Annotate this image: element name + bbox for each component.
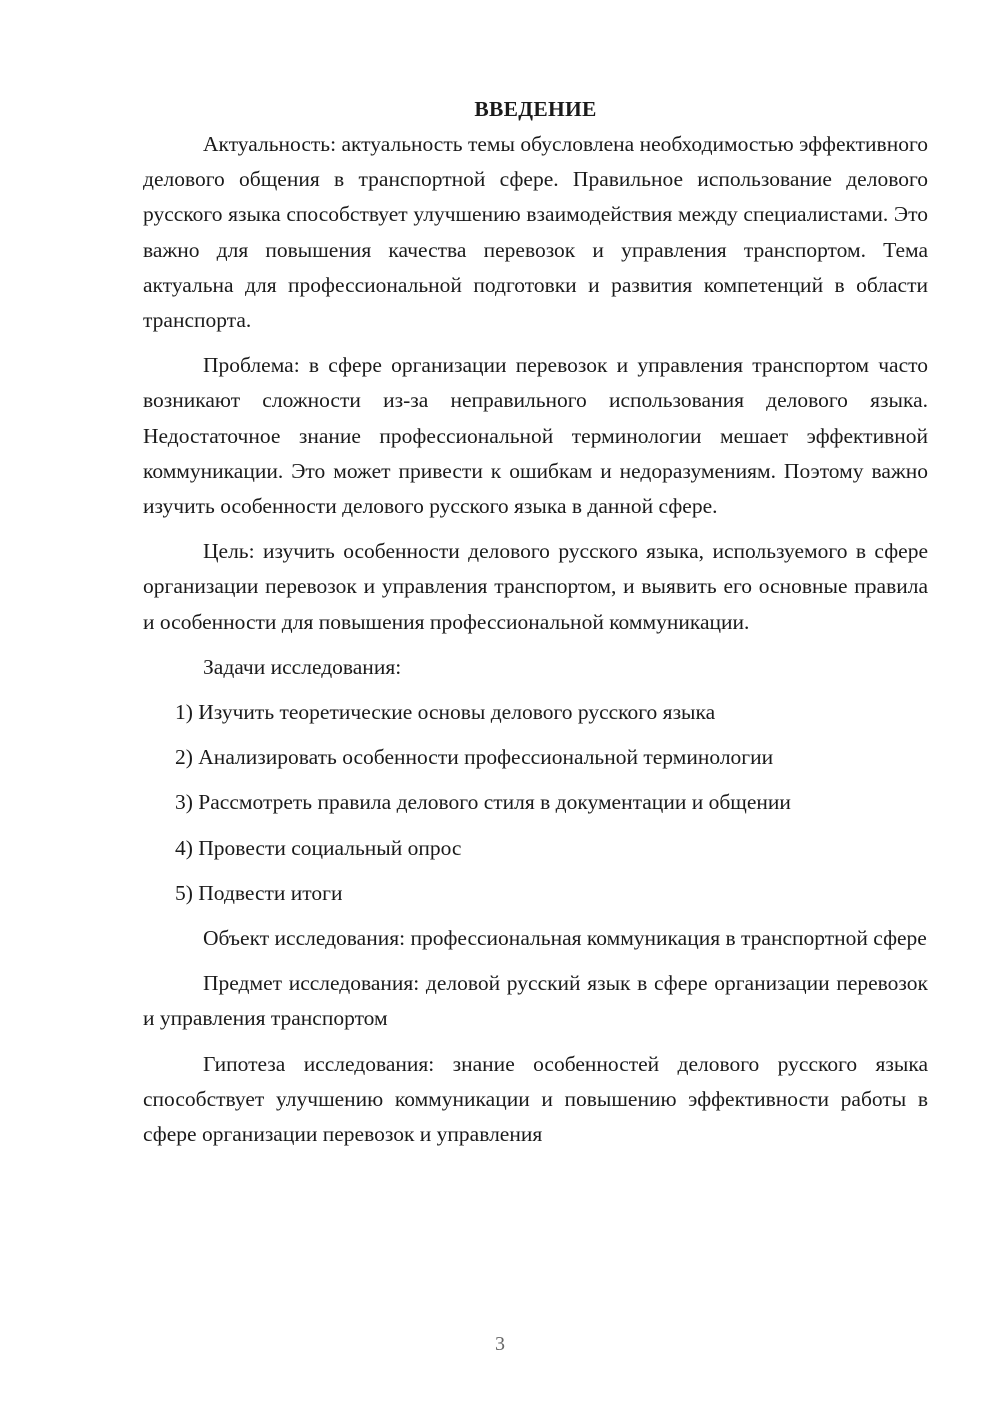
paragraph-goal: Цель: изучить особенности делового русского языка, используемого в сфере организации перевозок и управления транспортом, и выявить его основные правила и особенности для повышения профессиональной коммуникации. [143,539,928,634]
tasks-list [143,695,928,911]
task-item-2: 2) Анализировать особенности профессиональной терминологии [175,745,774,770]
paragraph-hypothesis: Гипотеза исследования: знание особенностей делового русского языка способствует улучшению коммуникации и повышению эффективности работы в сфере организации перевозок и управления [143,1051,928,1147]
task-item-5: 5) Подвести итоги [175,880,343,905]
task-item-1: 1) Изучить теоретические основы делового русского языка [175,700,716,725]
paragraph-subject: Предмет исследования: деловой русский язык в сфере организации перевозок и управления транспортом [143,971,928,1031]
task-item-4: 4) Провести социальный опрос [175,835,462,860]
document-page [143,92,928,1152]
task-item-3: 3) Рассмотреть правила делового стиля в документации и общении [175,790,791,815]
paragraph-object: Объект исследования: профессиональная коммуникация в транспортной сфере [203,926,927,951]
section-title: ВВЕДЕНИЕ [474,97,597,121]
paragraph-relevance: Актуальность: актуальность темы обусловлена необходимостью эффективного делового общения в транспортной сфере. Правильное использование делового русского языка способствует улучшению взаимодействия между специалистами. Это важно для повышения качества перевозок и управления транспортом. Тема актуальна для профессиональной подготовки и развития компетенций в области транспорта. [143,132,928,333]
page-number: 3 [495,1333,505,1355]
paragraph-problem: Проблема: в сфере организации перевозок и управления транспортом часто возникают сложности из-за неправильного использования делового языка. Недостаточное знание профессиональной терминологии мешает эффективной коммуникации. Это может привести к ошибкам и недоразумениям. Поэтому важно изучить особенности делового русского языка в данной сфере. [143,353,928,519]
tasks-heading: Задачи исследования: [203,654,402,679]
